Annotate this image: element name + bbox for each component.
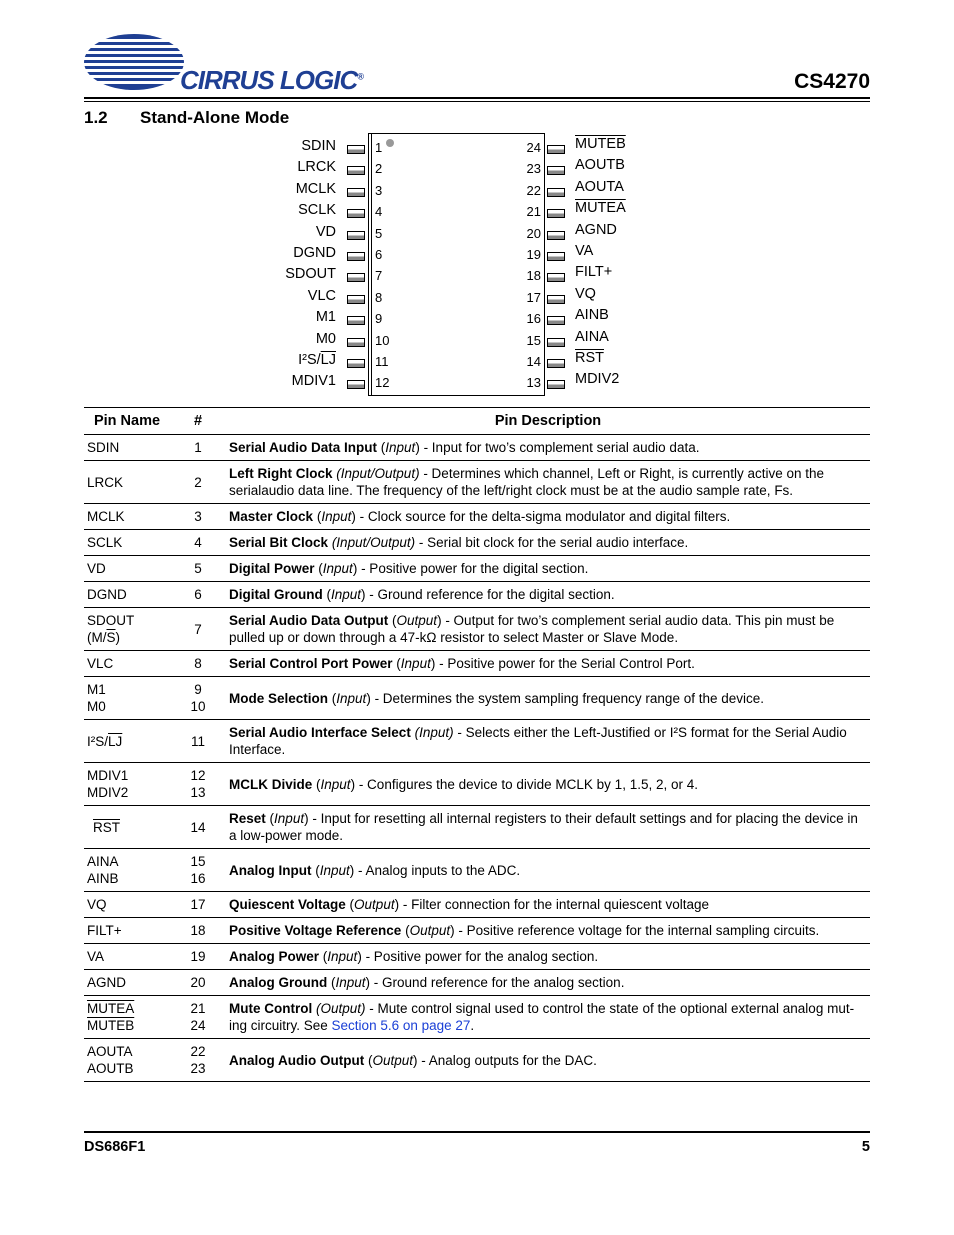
pin-label: SDOUT [285,266,336,283]
pin-description-table [84,407,870,1082]
part-number: CS4270 [794,70,870,93]
pin-number-cell: 17 [170,892,226,918]
table-row [84,677,870,720]
pin-number-cell: 18 [170,918,226,944]
pin-label: I²S/$\overline{LJ}$ [298,352,336,368]
pin-lead [347,273,365,282]
pin-description-cell: Serial Bit Clock (Input/Output) - Serial bit clock for the serial audio interface. [226,530,870,556]
pin-description-cell: Analog Input (Input) - Analog inputs to the ADC. [226,849,870,892]
pin-number: 3 [375,182,383,198]
pin-name-cell: MDIV1 MDIV2 [84,763,170,806]
table-row [84,763,870,806]
pin-description-cell: Analog Ground (Input) - Ground reference for the analog section. [226,970,870,996]
pin-number-cell: 5 [170,556,226,582]
pin-name-cell: MCLK [84,504,170,530]
pin-label: M1 [315,309,336,326]
pin-label: MDIV1 [291,373,336,390]
pin-lead [547,273,565,282]
chip-body [368,133,545,396]
pin-label: $\overline{RST}$ [575,350,604,366]
pin-number: 8 [375,289,383,305]
pin-label: MUTEB [575,136,626,152]
pin-description-cell: Mode Selection (Input) - Determines the system sampling frequency range of the device. [226,677,870,720]
pinout-diagram [0,0,954,400]
pin-label: VLC [307,287,336,304]
pin-name-cell: VA [84,944,170,970]
pin-label: LRCK [297,159,336,176]
table-row [84,944,870,970]
pin-lead [547,166,565,175]
pin-lead [347,316,365,325]
pin-number-cell: 6 [170,582,226,608]
pin-name-cell: I²S/$\overline{LJ}$ [84,720,170,763]
col-header-pin-name: Pin Name [84,408,170,435]
pin-number-cell: 7 [170,608,226,651]
pin-number-cell: 21 24 [170,996,226,1039]
pin-description-cell: Reset (Input) - Input for resetting all internal registers to their default settings and for placing the device in a low-power mode. [226,806,870,849]
pin-number: 6 [375,247,383,262]
pin-number-cell: 14 [170,806,226,849]
pin-label: DGND [293,245,336,261]
pin-name-cell: SDOUT $(M/\overline{S})$ [84,608,170,651]
section-link[interactable]: Section 5.6 on page 27 [331,1018,471,1033]
pin-description-cell: Analog Power (Input) - Positive power for the analog section. [226,944,870,970]
table-row [84,530,870,556]
pin-label: AGND [575,221,617,238]
pin-number: 10 [375,332,390,348]
pin-label: SDIN [301,138,336,154]
table-row [84,806,870,849]
pin-number-cell: 22 23 [170,1039,226,1082]
pin-number-cell: 8 [170,651,226,677]
pin-description-cell: Left Right Clock (Input/Output) - Determines which channel, Left or Right, is currently active on the serialaudio data line. The frequency of the left/right clock must be at the audio sample rate, Fs. [226,461,870,504]
pin-number-cell: 19 [170,944,226,970]
pin-lead [547,231,565,240]
pin-label: AINB [575,307,609,324]
pin-description-cell: Serial Audio Data Output (Output) - Output for two’s complement serial audio data. This pin must be pulled up or down through a 47-kΩ resistor to select Master or Slave Mode. [226,608,870,651]
pin-number: 1 [375,140,383,155]
pin-label: MDIV2 [575,371,620,388]
pin-label: AINA [575,328,609,345]
pin-name-cell: DGND [84,582,170,608]
pin-label: MCLK [295,180,336,197]
pin-name-cell: M1 M0 [84,677,170,720]
pin-description-cell: Positive Voltage Reference (Output) - Positive reference voltage for the internal sampling circuits. [226,918,870,944]
table-row [84,435,870,461]
pin-lead [347,188,365,197]
pin-label: M0 [315,330,336,347]
pin1-marker [386,139,394,147]
pin-number: 14 [526,354,541,369]
pin-description-cell: Quiescent Voltage (Output) - Filter connection for the internal quiescent voltage [226,892,870,918]
pin-name-cell: AOUTA AOUTB [84,1039,170,1082]
pin-number: 17 [526,289,541,305]
pin-label: SCLK [298,202,336,219]
chip-body-edge [371,133,372,396]
pin-label: VD [315,223,336,240]
pin-number-cell: 3 [170,504,226,530]
pin-description-cell: Master Clock (Input) - Clock source for the delta-sigma modulator and digital filters. [226,504,870,530]
table-row [84,892,870,918]
pin-number: 9 [375,311,383,327]
table-row [84,918,870,944]
pin-description-cell: Digital Power (Input) - Positive power for the digital section. [226,556,870,582]
pin-description-cell: MCLK Divide (Input) - Configures the device to divide MCLK by 1, 1.5, 2, or 4. [226,763,870,806]
pin-lead [347,231,365,240]
pin-lead [347,359,365,368]
pin-lead [347,209,365,218]
pin-number: 4 [375,204,383,220]
pin-lead [347,295,365,304]
pin-label: FILT+ [575,264,613,281]
pin-lead [347,145,365,154]
pin-lead [547,145,565,154]
pin-number-cell: 12 13 [170,763,226,806]
pin-label: AOUTB [575,157,625,174]
pin-lead [547,316,565,325]
pin-name-cell: SCLK [84,530,170,556]
pin-description-cell: Serial Control Port Power (Input) - Positive power for the Serial Control Port. [226,651,870,677]
pin-name-cell: AINA AINB [84,849,170,892]
pin-number: 12 [375,375,390,391]
pin-number-cell: 15 16 [170,849,226,892]
pin-name-cell: VQ [84,892,170,918]
table-row [84,556,870,582]
pin-label: VA [575,243,594,259]
table-row [84,582,870,608]
pin-description-cell: Mute Control (Output) - Mute control signal used to control the state of the optional external analog mut-ing circuitry. See Section 5.6 on page 27. [226,996,870,1039]
pin-lead [547,252,565,261]
table-row [84,1039,870,1082]
table-row [84,996,870,1039]
pin-number-cell: 9 10 [170,677,226,720]
pin-lead [347,252,365,261]
pin-name-cell: $\overline{RST}$ [84,806,170,849]
table-row [84,720,870,763]
pin-number-cell: 2 [170,461,226,504]
pin-number: 11 [375,354,389,369]
pin-name-cell: AGND [84,970,170,996]
col-header-number: # [170,408,226,435]
pin-number: 15 [526,332,541,348]
pin-description-cell: Serial Audio Interface Select (Input) - Selects either the Left-Justified or I²S format for the Serial Audio Interface. [226,720,870,763]
pin-name-cell: LRCK [84,461,170,504]
table-row [84,504,870,530]
pin-number: 16 [526,311,541,327]
pin-lead [547,380,565,389]
pin-number: 21 [526,204,541,220]
pin-number: 22 [526,182,541,198]
pin-number-cell: 20 [170,970,226,996]
pin-name-cell: MUTEA MUTEB [84,996,170,1039]
table-row [84,651,870,677]
pin-number: 18 [526,268,541,284]
pin-lead [547,209,565,218]
pin-number: 20 [526,225,541,241]
section-number: 1.2 [84,108,108,127]
pin-number: 2 [375,161,383,177]
pin-lead [347,338,365,347]
pin-lead [547,359,565,368]
table-row [84,970,870,996]
footer-rule [84,1131,870,1133]
pin-number: 13 [526,375,541,391]
pin-description-cell: Analog Audio Output (Output) - Analog outputs for the DAC. [226,1039,870,1082]
pin-description-cell: Serial Audio Data Input (Input) - Input for two’s complement serial audio data. [226,435,870,461]
pin-number: 23 [526,161,541,177]
pin-number: 24 [526,140,541,155]
pin-name-cell: VLC [84,651,170,677]
pin-label: VQ [575,285,596,302]
section-title: Stand-Alone Mode [140,108,290,127]
pin-lead [347,380,365,389]
pin-number: 7 [375,268,383,284]
pin-lead [547,188,565,197]
pin-lead [547,295,565,304]
pin-number: 19 [526,247,541,262]
pin-label: AOUTA [575,178,624,195]
pin-number-cell: 4 [170,530,226,556]
pin-name-cell: FILT+ [84,918,170,944]
pin-label: MUTEA [575,200,626,217]
footer-doc-code: DS686F1 [84,1139,146,1155]
table-header-row [84,408,870,435]
table-row [84,849,870,892]
table-row [84,608,870,651]
pin-number-cell: 11 [170,720,226,763]
pin-lead [547,338,565,347]
pin-number: 5 [375,225,383,241]
pin-lead [347,166,365,175]
table-row [84,461,870,504]
pin-name-cell: SDIN [84,435,170,461]
logo-text: CIRRUS LOGIC® [180,65,363,95]
footer-page-number: 5 [861,1139,870,1155]
pin-description-cell: Digital Ground (Input) - Ground reference for the digital section. [226,582,870,608]
pin-name-cell: VD [84,556,170,582]
pin-number-cell: 1 [170,435,226,461]
col-header-description: Pin Description [226,408,870,435]
